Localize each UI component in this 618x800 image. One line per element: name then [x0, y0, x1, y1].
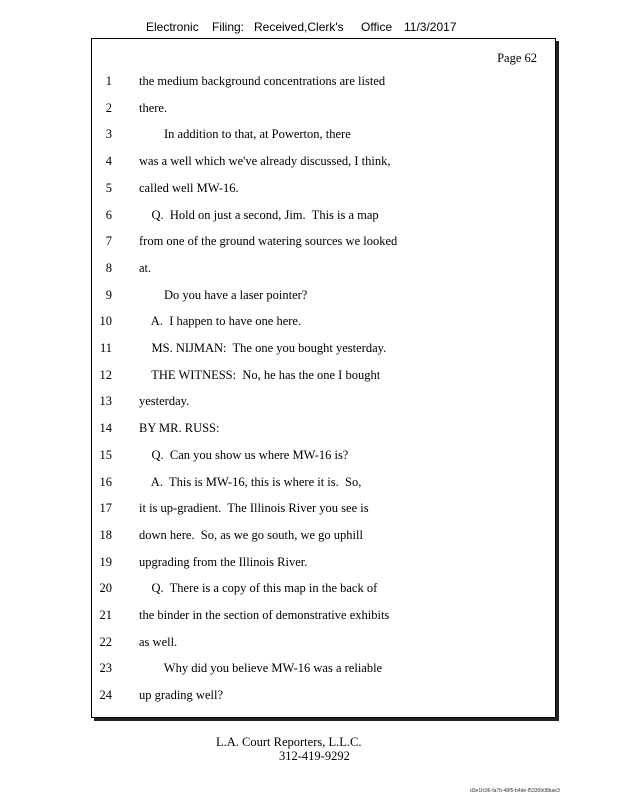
line-text: In addition to that, at Powerton, there	[139, 127, 351, 142]
line-number: 8	[105, 260, 112, 275]
transcript-line	[92, 259, 555, 277]
line-number: 23	[99, 661, 112, 676]
line-text: at.	[139, 260, 152, 275]
transcript-line	[92, 366, 555, 384]
line-number: 15	[99, 447, 112, 462]
transcript-line	[92, 579, 555, 597]
transcript-line	[92, 686, 555, 704]
line-text: the medium background concentrations are listed	[139, 74, 386, 88]
transcript-line	[92, 419, 555, 437]
line-text: Q. There is a copy of this map in the back of	[139, 581, 378, 596]
transcript-line	[92, 633, 555, 651]
transcript-line	[92, 553, 555, 571]
line-number: 4	[105, 154, 112, 169]
header-date: 11/3/2017	[404, 20, 457, 34]
line-text: as well.	[139, 634, 178, 649]
line-text: BY MR. RUSS:	[139, 421, 220, 436]
line-number: 6	[105, 207, 112, 222]
transcript-line	[92, 659, 555, 677]
line-number: 1	[105, 74, 112, 88]
line-text: A. I happen to have one here.	[139, 314, 302, 329]
document-id: d3e1fc96-fa7b-48f5-b4de-f5330b08bae3	[470, 788, 560, 794]
line-text: the binder in the section of demonstrative exhibits	[139, 608, 390, 622]
line-number: 9	[105, 287, 112, 302]
transcript-line	[92, 526, 555, 544]
line-number: 10	[99, 314, 112, 329]
transcript-page	[91, 38, 556, 718]
line-text: it is up-gradient. The Illinois River you see is	[139, 501, 369, 516]
transcript-line	[92, 232, 555, 250]
line-number: 16	[99, 474, 112, 489]
transcript-line	[92, 125, 555, 143]
header-received: Received,Clerk's	[254, 20, 344, 34]
line-text: from one of the ground watering sources we looked	[139, 234, 398, 249]
line-text: up grading well?	[139, 688, 224, 703]
header-office: Office	[361, 20, 393, 34]
transcript-line	[92, 99, 555, 117]
header-filing: Filing:	[212, 20, 245, 34]
line-number: 2	[105, 100, 112, 115]
transcript-line	[92, 206, 555, 224]
line-number: 5	[105, 180, 112, 195]
line-text: Do you have a laser pointer?	[139, 287, 308, 302]
line-number: 24	[99, 688, 112, 703]
transcript-line	[92, 152, 555, 170]
line-number: 12	[99, 367, 112, 382]
transcript-line	[92, 606, 555, 624]
page-number: Page 62	[497, 51, 537, 65]
transcript-line	[92, 312, 555, 330]
line-text: was a well which we've already discussed, I think,	[139, 154, 391, 169]
line-text: Q. Hold on just a second, Jim. This is a map	[139, 207, 379, 222]
line-text: Q. Can you show us where MW-16 is?	[139, 447, 349, 462]
line-text: MS. NIJMAN: The one you bought yesterday.	[139, 341, 387, 355]
line-number: 14	[99, 421, 112, 436]
line-text: A. This is MW-16, this is where it is. So,	[139, 474, 362, 489]
line-text: yesterday.	[139, 394, 190, 409]
line-number: 20	[99, 581, 112, 596]
transcript-line	[92, 473, 555, 491]
transcript-line	[92, 72, 555, 90]
line-text: THE WITNESS: No, he has the one I bought	[139, 367, 381, 382]
line-number: 19	[99, 554, 112, 569]
line-number: 7	[105, 234, 112, 249]
header-electronic: Electronic	[146, 20, 199, 34]
footer-company: L.A. Court Reporters, L.L.C.	[216, 735, 362, 749]
line-text: upgrading from the Illinois River.	[139, 554, 308, 569]
line-number: 3	[105, 127, 112, 142]
transcript-line	[92, 286, 555, 304]
transcript-line	[92, 339, 555, 357]
line-number: 18	[99, 527, 112, 542]
line-number: 13	[99, 394, 112, 409]
transcript-line	[92, 499, 555, 517]
transcript-line	[92, 392, 555, 410]
line-text: there.	[139, 100, 168, 115]
line-text: Why did you believe MW-16 was a reliable	[139, 661, 383, 676]
line-number: 22	[99, 634, 112, 649]
line-text: called well MW-16.	[139, 180, 239, 195]
line-number: 17	[99, 501, 112, 516]
footer-phone: 312-419-9292	[279, 749, 350, 763]
line-number: 11	[99, 341, 112, 355]
transcript-line	[92, 446, 555, 464]
transcript-line	[92, 179, 555, 197]
line-text: down here. So, as we go south, we go uphill	[139, 527, 363, 542]
line-number: 21	[99, 608, 112, 622]
